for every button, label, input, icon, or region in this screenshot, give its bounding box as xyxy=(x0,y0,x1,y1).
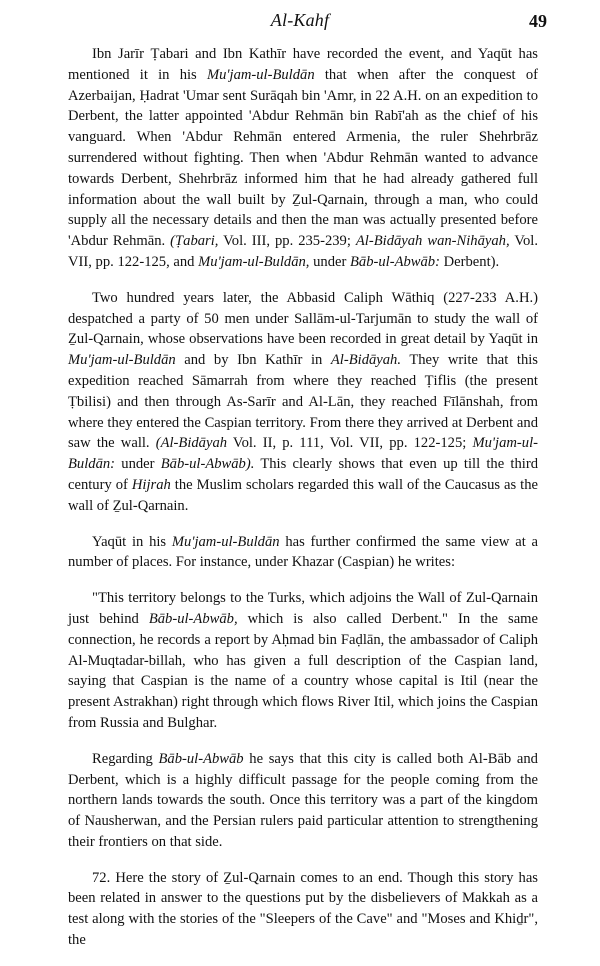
text-run: that when after the conquest of Azerbaijan, Ḥadrat 'Umar sent Surāqah bin 'Amr, in 22 A.H. on an expedition to Derbent, the latter appointed 'Abdur Rehmān bin Rabī'ah as the chief of his vanguard. When 'Abdur Rehmān entered Armenia, the ruler Shehrbrāz surrendered without fighting. Then when 'Abdur Rehmān wanted to advance towards Derbent, Shehrbrāz informed him that he had already gathered full information about the wall built by Ẕul-Qarnain, through a man, who could supply all the necessary details and then the man was actually presented before 'Abdur Rehmān. xyxy=(68,66,538,250)
italic-text: Bāb-ul-Abwāb xyxy=(158,750,244,767)
paragraph xyxy=(68,288,538,517)
paragraph xyxy=(68,532,538,574)
text-run: Ibn Jarīr Ṭabari and Ibn Kathīr have recorded the event, and Yaqūt has mentioned it in his xyxy=(68,46,538,83)
italic-text: Mu'jam-ul-Buldān xyxy=(171,533,280,550)
paragraph xyxy=(68,588,538,734)
text-run: Vol. VII, pp. 122-125, and xyxy=(68,233,538,270)
text-run: under xyxy=(309,253,350,270)
italic-text: Mu'jam-ul-Buldān: xyxy=(68,435,538,473)
text-run: This clearly shows that even up till the third century of xyxy=(68,456,538,493)
paragraph xyxy=(68,868,538,951)
text-run: which is also called Derbent." In the same connection, he records a report by Aḥmad bin Faḍlān, the ambassador of Caliph Al-Muqtadar-billah, who has given a full description of the Caspian land, saying that Caspian is the name of a country whose capital is Itil (near the present Astrakhan) right through which flows River Itil, which joins the Caspian from Russia and Bulghar. xyxy=(68,610,538,731)
italic-text: Bāb-ul-Abwāb: xyxy=(349,253,440,270)
italic-text: Al-Bidāyah wan-Nihāyah, xyxy=(355,233,510,250)
text-run: under xyxy=(115,456,161,473)
page-number: 49 xyxy=(529,11,547,31)
text-run: Two hundred years later, the Abbasid Caliph Wāthiq (227-233 A.H.) despatched a party of 50 men under Sallām-ul-Tarjumān to study the wall of Ẕul-Qarnain, whose observations have been recorded in great detail by Yaqūt in xyxy=(68,289,538,348)
italic-text: Mu'jam-ul-Buldān xyxy=(68,352,176,369)
text-run: Yaqūt in his xyxy=(92,533,172,550)
body-text xyxy=(68,44,538,966)
paragraph xyxy=(68,749,538,853)
paragraph xyxy=(68,44,538,273)
italic-text: Bāb-ul-Abwāb). xyxy=(160,456,255,473)
italic-text: Hijrah xyxy=(131,476,171,493)
italic-text: Bāb-ul-Abwāb, xyxy=(148,610,238,627)
running-title: Al-Kahf xyxy=(270,10,330,30)
italic-text: Al-Bidāyah. xyxy=(330,352,402,369)
text-run: Derbent). xyxy=(439,253,500,270)
text-run: has further confirmed the same view at a number of places. For instance, under Khazar (Caspian) he writes: xyxy=(68,533,538,571)
italic-text: (Ṭabari, xyxy=(170,233,219,250)
text-run: Vol. III, pp. 235-239; xyxy=(218,233,356,250)
page-header xyxy=(0,10,600,36)
text-run: Vol. II, p. 111, Vol. VII, pp. 122-125; xyxy=(227,435,473,452)
text-run: and by Ibn Kathīr in xyxy=(175,352,331,369)
italic-text: (Al-Bidāyah xyxy=(155,435,228,452)
text-run: "This territory belongs to the Turks, which adjoins the Wall of Zul-Qarnain just behind xyxy=(68,590,538,627)
italic-text: Mu'jam-ul-Buldān xyxy=(206,66,315,83)
text-run: They write that this expedition reached Sāmarrah from where they reached Ṭiflis (the present Ṭbilisi) and then through As-Sarīr and Al-Lān, they reached Fīlānshah, from where they entered the Caspian territory. From there they arrived at Derbent and saw the wall. xyxy=(68,352,538,452)
text-run: 72. Here the story of Ẕul-Qarnain comes to an end. Though this story has been related in answer to the questions put by the disbelievers of Makkah as a test along with the stories of the "Sleepers of the Cave" and "Moses and Khiḏr", the xyxy=(68,869,538,949)
text-run: the Muslim scholars regarded this wall of the Caucasus as the wall of Ẕul-Qarnain. xyxy=(68,476,539,514)
text-run: he says that this city is called both Al-Bāb and Derbent, which is a highly difficult passage for the people coming from the northern lands towards the south. Once this territory was a part of the kingdom of Nausherwan, and the Persian rulers paid particular attention to strengthening their frontiers on that side. xyxy=(68,750,538,850)
italic-text: Mu'jam-ul-Buldān, xyxy=(198,253,310,270)
text-run: Regarding xyxy=(92,750,159,767)
